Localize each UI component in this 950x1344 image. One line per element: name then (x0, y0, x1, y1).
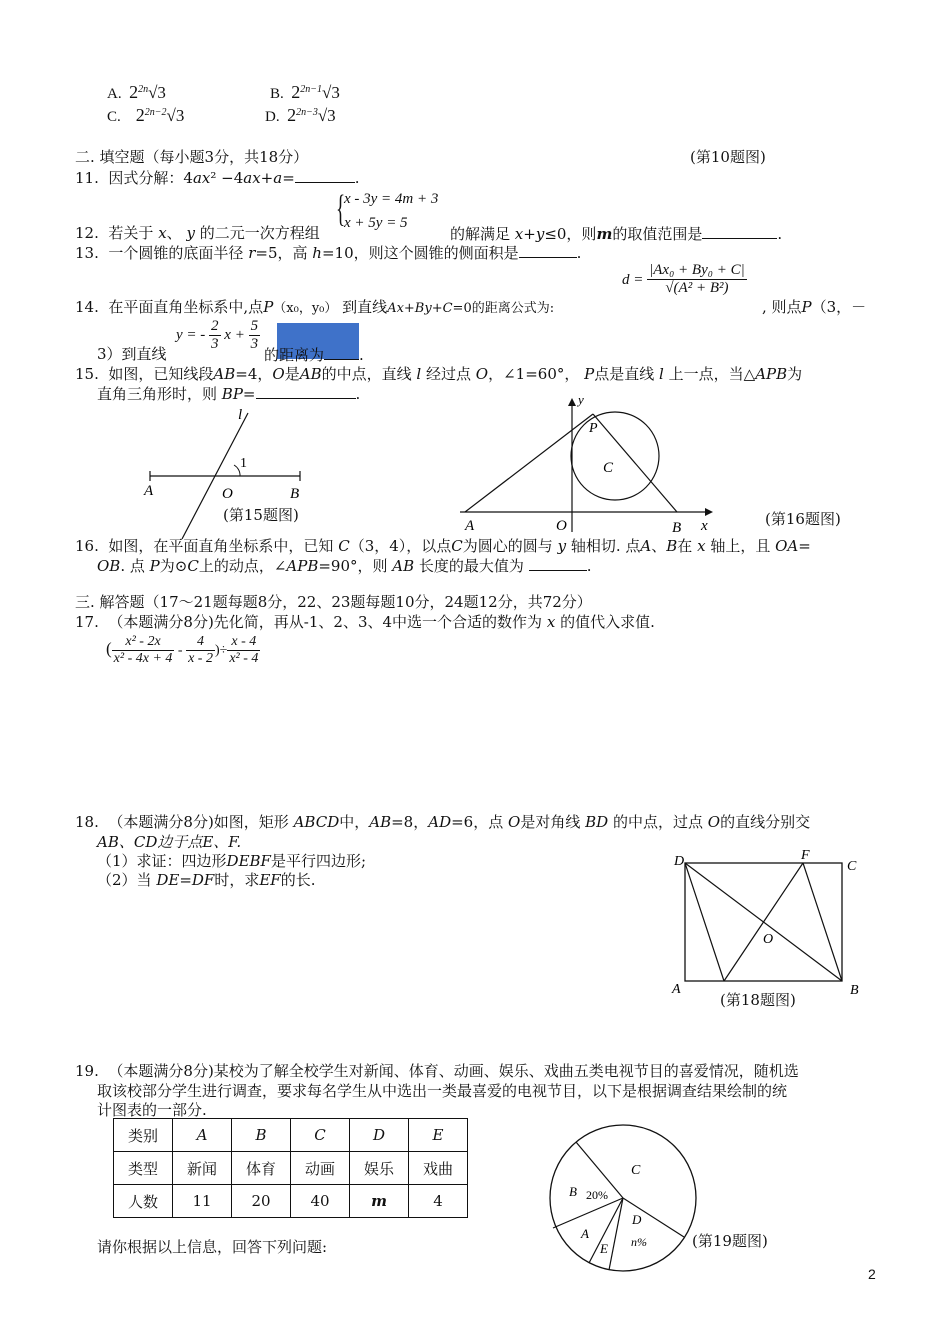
figure-19-pie (545, 1120, 705, 1280)
question-12-cont: 的解满足 x+y≤0，则m的取值范围是 . (450, 225, 783, 243)
table-cell: 类别 (114, 1119, 173, 1152)
option-a: A. $2^{2n}√3$ (107, 82, 166, 102)
table-cell: 人数 (114, 1185, 173, 1218)
question-18-line2: AB、CD边于点E、F. (97, 833, 242, 851)
question-17: 17. （本题满分8分)先化简，再从-1、2、3、4中选一个合适的数作为 x 的值代入求值. (75, 613, 655, 631)
q17-expression: ( $\frac{\text{x² - 2x}}{\text{x² - 4x + 4}}$ - $\frac{4}{x - 2}$ )÷ $\frac{x - 4}{\text{x² - 4}}$ (106, 634, 259, 667)
table-cell: B (232, 1119, 291, 1152)
question-14-line2: 3）到直线 (97, 345, 167, 363)
table-cell: 4 (409, 1185, 468, 1218)
question-15-line2: 直角三角形时，则 BP= . (97, 385, 361, 403)
table-cell: 40 (291, 1185, 350, 1218)
pie-label-d-pct: n% (631, 1235, 647, 1249)
question-18-part2: （2）当 DE=DF时，求EF的长. (97, 871, 316, 889)
pie-label-b-pct: 20% (586, 1188, 608, 1202)
question-19-prompt: 请你根据以上信息，回答下列问题: (97, 1238, 328, 1256)
question-18-part1: （1）求证：四边形DEBF是平行四边形; (97, 852, 367, 870)
label-b: B (672, 520, 682, 536)
segment-ef (724, 863, 803, 981)
label-a: A (144, 483, 154, 499)
fig18-caption: (第18题图) (720, 991, 796, 1009)
section3-heading: 三. 解答题（17～21题每题8分，22、23题每题10分，24题12分，共72分） (75, 593, 592, 611)
table-cell: 戏曲 (409, 1152, 468, 1185)
table-cell: 新闻 (173, 1152, 232, 1185)
pie-divider-d-e (609, 1198, 623, 1270)
label-c: C (603, 460, 614, 476)
pie-label-d: D (632, 1212, 642, 1227)
question-16: 16. 如图，在平面直角坐标系中，已知 C（3，4），以点C为圆心的圆与 y 轴相切. 点A、B在 x 轴上，且 OA= (75, 537, 811, 555)
label-o: O (222, 486, 233, 502)
table-cell: C (291, 1119, 350, 1152)
label-o: O (556, 518, 567, 534)
survey-table (113, 1118, 468, 1218)
line-equation: y = - $\frac{2}{3}$ x + $\frac{5}{3}$ (176, 318, 259, 353)
answer-blank[interactable] (324, 345, 359, 360)
question-12: 12. 若关于 x、 y 的二元一次方程组 (75, 224, 320, 242)
answer-blank[interactable] (529, 556, 587, 571)
pie-label-a: A (581, 1226, 589, 1241)
label-x: x (701, 518, 708, 534)
label-angle-1: 1 (240, 456, 247, 471)
table-cell: 20 (232, 1185, 291, 1218)
fig16-caption: (第16题图) (765, 510, 841, 528)
table-row (114, 1119, 468, 1152)
segment-fb (803, 863, 842, 981)
question-14-tail: 的距离为 . (264, 346, 364, 364)
question-18: 18. （本题满分8分)如图，矩形 ABCD中，AB=8，AD=6，点 O是对角线 BD 的中点，过点 O的直线分别交 (75, 813, 811, 831)
figure-16 (455, 392, 725, 537)
section2-heading: 二. 填空题（每小题3分，共18分） (75, 148, 309, 166)
circle-c (571, 412, 659, 500)
page-number: 2 (868, 1266, 876, 1282)
answer-blank[interactable] (519, 243, 577, 258)
label-l: l (238, 407, 243, 423)
answer-blank[interactable] (256, 384, 356, 399)
label-p: P (589, 421, 598, 436)
fig10-caption: (第10题图) (690, 148, 766, 166)
table-cell: A (173, 1119, 232, 1152)
label-c: C (847, 859, 857, 874)
label-a: A (465, 518, 475, 534)
question-19-line3: 计图表的一部分. (97, 1101, 207, 1119)
segment-pa (465, 414, 593, 512)
table-cell: 体育 (232, 1152, 291, 1185)
table-cell: m (350, 1185, 409, 1218)
pie-divider-a-b (553, 1198, 623, 1228)
pie-label-c: C (631, 1163, 641, 1178)
fig19-caption: (第19题图) (692, 1232, 768, 1250)
table-cell: D (350, 1119, 409, 1152)
answer-blank[interactable] (295, 168, 355, 183)
label-b: B (850, 983, 859, 998)
distance-formula: d = $\frac{\text{|Ax₀ + By₀ + C|}}{\text{√(A² + B²)}}$ (622, 262, 745, 297)
table-row (114, 1185, 468, 1218)
pie-label-e: E (600, 1241, 608, 1256)
fig15-caption: (第15题图) (223, 506, 299, 524)
x-axis-arrow (705, 508, 713, 516)
label-f: F (801, 848, 810, 863)
answer-blank[interactable] (702, 224, 777, 239)
table-cell: E (409, 1119, 468, 1152)
y-axis-arrow (568, 398, 576, 406)
option-b: B. $2^{2n-1}√3$ (270, 82, 340, 102)
segment-de (685, 863, 724, 981)
question-11: 11. 因式分解：4ax² −4ax+a= . (75, 169, 360, 187)
table-cell: 11 (173, 1185, 232, 1218)
label-o: O (763, 932, 774, 947)
question-16-line2: OB. 点 P为⊙C上的动点，∠APB=90°，则 AB 长度的最大值为 . (97, 557, 592, 575)
table-row (114, 1152, 468, 1185)
question-19: 19. （本题满分8分)某校为了解全校学生对新闻、体育、动画、娱乐、戏曲五类电视节目的喜爱情况，随机选 (75, 1062, 799, 1080)
label-d: D (674, 854, 685, 869)
question-14: 14. 在平面直角坐标系中,点P（x₀，y₀） 到直线Ax+By+C=0的距离公式为: (75, 298, 555, 316)
table-cell: 娱乐 (350, 1152, 409, 1185)
question-14-cont: , 则点P（3，－ (762, 298, 867, 316)
pie-label-b: B (569, 1184, 577, 1199)
option-c: C. $2^{2n-2}√3$ (107, 105, 185, 125)
question-19-line2: 取该校部分学生进行调查，要求每名学生从中选出一类最喜爱的电视节目，以下是根据调查结果绘制的统 (97, 1082, 788, 1100)
question-13: 13. 一个圆锥的底面半径 r=5，高 h=10，则这个圆锥的侧面积是 . (75, 244, 582, 262)
table-cell: 动画 (291, 1152, 350, 1185)
label-b: B (290, 486, 300, 502)
option-d: D. $2^{2n-3}√3$ (265, 105, 336, 125)
label-y: y (578, 392, 584, 407)
label-a: A (672, 982, 681, 997)
question-15: 15. 如图，已知线段AB=4，O是AB的中点，直线 l 经过点 O，∠1=60°， P点是直线 l 上一点，当△APB为 (75, 365, 803, 383)
table-cell: 类型 (114, 1152, 173, 1185)
